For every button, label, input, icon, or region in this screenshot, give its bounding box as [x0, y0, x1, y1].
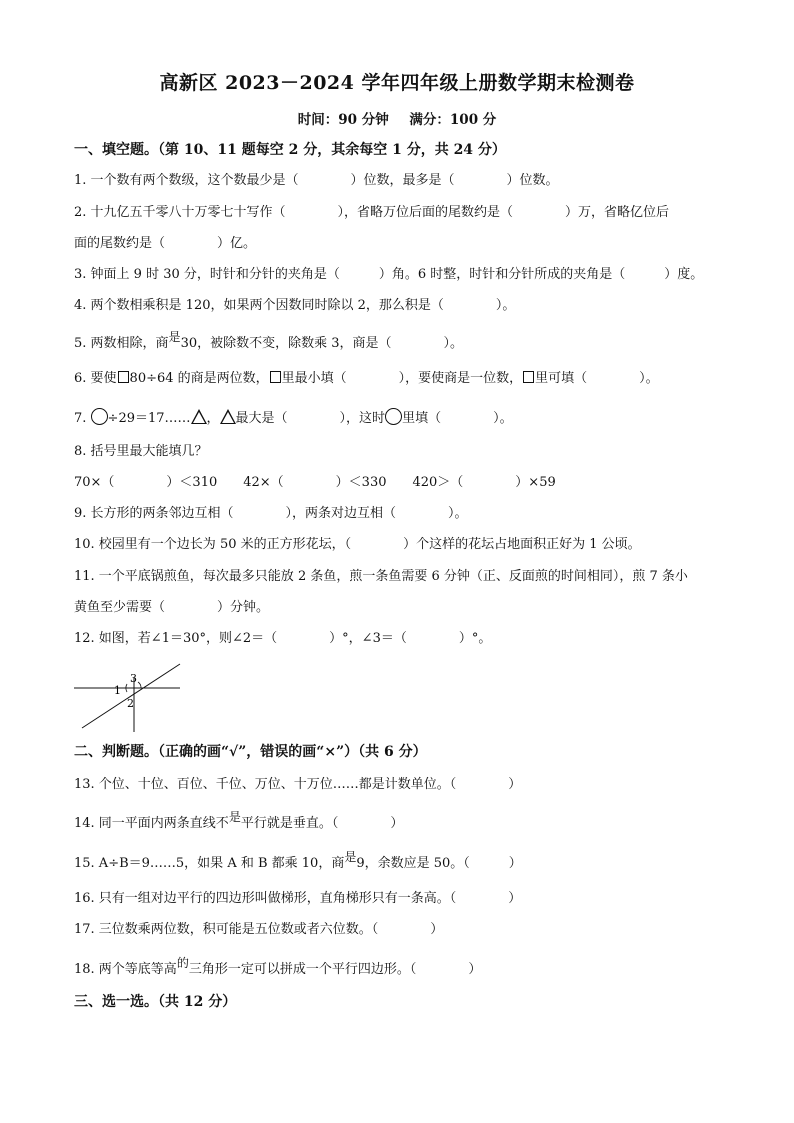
- q14-text-start: 14. 同一平面内两条直线不: [74, 816, 229, 831]
- q7-text-mid3: 最大是（ ），这时: [235, 411, 386, 426]
- q7-text-end: 里填（ ）。: [402, 411, 513, 426]
- q18-superscript: 的: [176, 956, 189, 970]
- circle-icon: [91, 408, 108, 425]
- question-6: [74, 370, 744, 388]
- circle-icon: [385, 408, 402, 425]
- question-17: 17. 三位数乘两位数，积可能是五位数或者六位数。（ ）: [74, 922, 444, 937]
- blank-box-icon: [270, 371, 281, 383]
- triangle-icon: [220, 409, 236, 424]
- q18-text-end: 三角形一定可以拼成一个平行四边形。（ ）: [188, 962, 482, 977]
- question-2-line-2: 面的尾数约是（ ）亿。: [74, 236, 257, 251]
- q14-superscript: 是: [228, 810, 241, 824]
- q7-comma: ，: [206, 411, 220, 426]
- q6-text-mid: 80÷64 的商是两位数，: [129, 371, 269, 386]
- q5-text-end: 30，被除数不变，除数乘 3，商是（ ）。: [180, 336, 464, 351]
- question-2-line-1: 2. 十九亿五千零八十万零七十写作（ ），省略万位后面的尾数约是（ ）万，省略亿位后: [74, 205, 670, 220]
- q7-text-start: 7.: [74, 411, 91, 426]
- q15-text-start: 15. A÷B＝9……5，如果 A 和 B 都乘 10，商: [74, 856, 345, 871]
- q15-superscript: 是: [344, 850, 357, 864]
- triangle-icon: [191, 409, 207, 424]
- question-8-items: 70×（ ）＜310 42×（ ）＜330 420＞（ ）×59: [74, 475, 556, 490]
- question-18: [74, 956, 744, 979]
- question-5: [74, 330, 744, 353]
- blank-box-icon: [118, 371, 129, 383]
- angle-label-3: 3: [130, 672, 137, 685]
- q18-text-start: 18. 两个等底等高: [74, 962, 177, 977]
- question-14: [74, 810, 744, 833]
- q7-text-mid: ÷29＝17……: [107, 411, 191, 426]
- angle-label-2: 2: [127, 697, 134, 710]
- section-2-heading: 二、判断题。（正确的画“√”，错误的画“×”）（共 6 分）: [74, 744, 427, 760]
- exam-score: 满分：100 分: [409, 112, 497, 128]
- angle-figure: [74, 660, 184, 732]
- angle-3-arc: [138, 682, 141, 688]
- question-15: [74, 850, 744, 873]
- question-11-line-1: 11. 一个平底锅煎鱼，每次最多只能放 2 条鱼，煎一条鱼需要 6 分钟（正、反面煎的时间相同），煎 7 条小: [74, 569, 688, 584]
- section-3-heading: 三、选一选。（共 12 分）: [74, 994, 237, 1010]
- exam-info: [0, 108, 794, 128]
- q6-text-mid2: 里最小填（ ），要使商是一位数，: [281, 371, 523, 386]
- question-9: 9. 长方形的两条邻边互相（ ），两条对边互相（ ）。: [74, 506, 468, 521]
- question-7: [74, 408, 744, 428]
- q5-superscript: 是: [168, 330, 181, 344]
- section-1-heading: 一、填空题。（第 10、11 题每空 2 分，其余每空 1 分，共 24 分）: [74, 142, 506, 158]
- exam-title: 高新区 2023－2024 学年四年级上册数学期末检测卷: [159, 72, 635, 94]
- angle-label-1: 1: [114, 684, 121, 697]
- question-1: 1. 一个数有两个数级，这个数最少是（ ）位数，最多是（ ）位数。: [74, 173, 559, 188]
- question-12: 12. 如图，若∠1＝30°，则∠2＝（ ）°，∠3＝（ ）°。: [74, 631, 492, 646]
- q6-text-end: 里可填（ ）。: [535, 371, 659, 386]
- question-4: 4. 两个数相乘积是 120，如果两个因数同时除以 2，那么积是（ ）。: [74, 298, 516, 313]
- q5-text-start: 5. 两数相除，商: [74, 336, 169, 351]
- q14-text-end: 平行就是垂直。（ ）: [240, 816, 404, 831]
- question-8: 8. 括号里最大能填几？: [74, 444, 208, 459]
- q15-text-end: 9，余数应是 50。（ ）: [356, 856, 522, 871]
- question-3: 3. 钟面上 9 时 30 分，时针和分针的夹角是（ ）角。6 时整，时针和分针所成的夹角是（ ）度。: [74, 267, 704, 282]
- exam-time: 时间：90 分钟: [297, 112, 389, 128]
- question-13: 13. 个位、十位、百位、千位、万位、十万位……都是计数单位。（ ）: [74, 777, 522, 792]
- q6-text-start: 6. 要使: [74, 371, 117, 386]
- question-11-line-2: 黄鱼至少需要（ ）分钟。: [74, 600, 270, 615]
- blank-box-icon: [523, 371, 534, 383]
- question-10: 10. 校园里有一个边长为 50 米的正方形花坛，（ ）个这样的花坛占地面积正好为 1 公顷。: [74, 537, 641, 552]
- question-16: 16. 只有一组对边平行的四边形叫做梯形，直角梯形只有一条高。（ ）: [74, 891, 522, 906]
